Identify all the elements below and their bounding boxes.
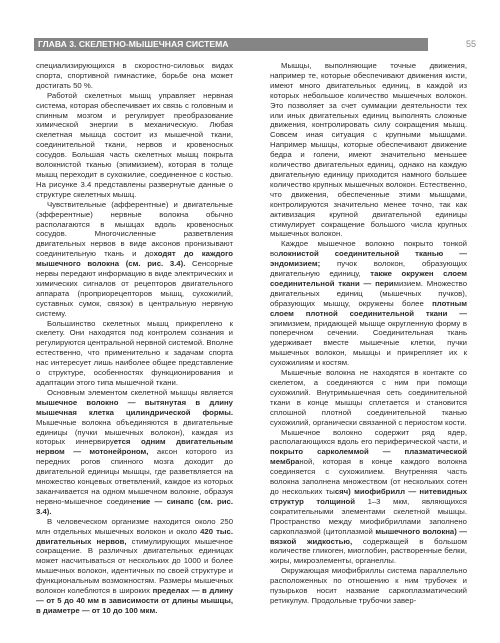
paragraph-text: Сенсорные нервы передают информацию в виде электрических и химических сигналов от рецепторов двигательного аппарата (проприорецепторов мышц, сухожилий, суставных сумок, связок) в центральную нервную систему. [36, 259, 233, 318]
bold-text: плотным слоем плотной соединительной ткани — [270, 298, 467, 318]
paragraph-text: Основным элементом скелетной мышцы является [47, 387, 233, 397]
paragraph-text: ной, которая в конце каждого волокна соединяется с сухожилием. Внутренняя часть волокна заполнена множеством (от нескольких сотен до нескольких ты [270, 457, 467, 496]
paragraph [270, 368, 467, 427]
paragraph [36, 61, 233, 91]
paragraph [270, 61, 467, 239]
paragraph [270, 566, 467, 606]
paragraph-text: Окружающая миофибриллы система параллельно расположенных по отношению к ним трубочек и пузырьков носит название саркоплазматический ретикулум. Продольные трубочки завер- [270, 566, 467, 605]
bold-text: мышечное волокно — вытянутая в длину мышечная клетка цилиндрической формы. [36, 397, 233, 417]
left-text-column [36, 61, 233, 636]
bold-text: сяч) миофибрилл — нитевидных структур толщиной [270, 486, 467, 506]
bold-text: также окружен слоем соединительной ткани — пери [270, 269, 467, 288]
paragraph-text: Чувствительные (афферентные) и двигательные (эфферентные) нервные волокна обычно располагаются в мышцах вдоль кровеносных сосудов. Многочисленные разветвления двигательных нервов в виде аксонов пронизывают соединительную ткань и до [36, 199, 233, 259]
paragraph [36, 200, 233, 319]
paragraph [270, 428, 467, 567]
paragraph-text: Работой скелетных мышц управляет нервная система, которая обеспечивает их связь с головным и спинным мозгом и регулирует преобразование химической энергии в механическую. Любая скелетная мышца состоит из мышечной ткани, соединительной ткани, нервов и кровеносных сосудов. Большая часть скелетных мышц покрыта волокнистой тканью (эпимизием), которая в толще мышц переходит в сухожилие, соединенное с костью. На рисунке 3.4 представлены развернутые данные о структуре скелетных мышц. [36, 90, 233, 199]
bold-text: пределах — в длину — от 5 до 40 мм в зависимости от длины мышцы, в диаметре — от 10 до 100 мкм. [36, 586, 233, 615]
paragraph-text: Большинство скелетных мышц прикреплено к скелету. Они находятся под контролем сознания и регулируются центральной нервной системой. Вполне естественно, что применительно к задачам спорта нас интересует лишь наиболее общее представление о структуре, особенностях функционирования и адаптации этого типа мышечной ткани. [36, 318, 233, 387]
paragraph-text: мизием. Множество двигательных единиц (мышечных пучков), образующих мышцу, окружены более [270, 278, 467, 308]
paragraph [270, 239, 467, 368]
page-number: 55 [465, 39, 476, 49]
bold-text: 420 тыс. двигательных нервов, [36, 526, 233, 546]
paragraph-text: В человеческом организме находится около 250 млн отдельных мышечных волокон и около [36, 516, 233, 536]
paragraph [36, 91, 233, 200]
paragraph-text: эпимизием, придающей мышце округленную форму в поперечном сечении. Соединительная ткань удерживает вместе мышечные клетки, пучки мышечных волокон, мышцы и прикрепляет их к сухожилиям и костям. [270, 318, 467, 368]
paragraph-text: Мышечное волокно содержит ряд ядер, располагающихся вдоль его периферической части, и [270, 427, 467, 447]
paragraph-text: пучок волокон, образующих двигательную единицу, [270, 259, 467, 279]
paragraph-text: 1–3 мкм, являющихся сократительными элементами скелетной мышцы. Пространство между миофибриллами заполнено саркоплазмой (цитоплазмой [270, 496, 467, 536]
paragraph-text: аксон которого из передних рогов спинного мозга доходит до двигательной единицы мышцы, где разветвляется на множество концевых ответвлений, каждое из которых заканчивается на одном мышечном волокне, образуя нервно-мышечное соедине [36, 447, 233, 506]
paragraph-text: Каждое мышечное волокно покрыто тонкой во [270, 239, 467, 259]
paragraph-text: содержащей в большом количестве гликоген, миоглобин, растворенные белки, жиры, микроэлементы, органеллы. [270, 536, 467, 566]
page-header [34, 38, 476, 51]
bold-text: локнистой соединительной тканью — эндомизием; [270, 249, 467, 269]
chapter-header-band [34, 38, 428, 51]
paragraph [36, 319, 233, 388]
paragraph-text: Мышечные волокна объединяются в двигательные единицы (пучки мышечных волокон), каждая из которых иннервиру [36, 417, 233, 447]
right-text-column [270, 61, 467, 636]
bold-text: ется одним двигательным нервом — мотонейроном, [36, 437, 233, 457]
paragraph-text: специализирующихся в скоростно-силовых видах спорта, спортивной гимнастике, борьбе она может достигать 50 %. [36, 61, 233, 90]
paragraph-text: Мышцы, выполняющие точные движения, например те, которые обеспечивают движения кисти, имеют много двигательных единиц, в каждой из которых небольшое количество мышечных волокон. Это позволяет за счет суммации деятельности тех или иных двигательных единиц выполнять сложные движения, контролировать силу сокращения мышц. Совсем иная ситуация с крупными мышцами. Например мышцы, которые обеспечивают движение бедра и голени, имеют значительно меньшее количество двигательных единиц, однако на каждую двигательную единицу приходится намного большее количество крупных мышечных волокон. Естественно, что движения, обеспеченные этими мышцами, контролируются значительно менее точно, так как активизация крупной двигательной единицы стимулирует сокращение большого числа крупных мышечных волокон. [270, 61, 467, 239]
bold-text: мышечного волокна) — вязкой жидкостью, [270, 526, 467, 546]
chapter-title: ГЛАВА 3. СКЕЛЕТНО-МЫШЕЧНАЯ СИСТЕМА [38, 39, 229, 49]
paragraph [36, 388, 233, 517]
paragraph-text: Мышечные волокна не находятся в контакте со скелетом, а соединяются с ним при помощи сухожилий. Внутримышечная сеть соединительной ткани в конце мышцы сплетается и становится сплошной плотной соединительной тканью сухожилий, органически связанной с периостом кости. [270, 368, 467, 427]
paragraph-text: стимулирующих мышечное сокращение. В различных двигательных единицах может насчитываться от нескольких до 1000 и более мышечных волокон, идентичных по своей структуре и функциональным возможностям. Размеры мышечных волокон колеблются в широких [36, 536, 233, 596]
paragraph [36, 517, 233, 616]
bold-text: покрыто сарколеммой — плазматической мембра [270, 447, 467, 467]
bold-text: ходят до каждого мышечного волокна (см. рис. 3.4). [36, 249, 233, 269]
bold-text: ние — синапс (см. рис. 3.4). [36, 496, 233, 516]
